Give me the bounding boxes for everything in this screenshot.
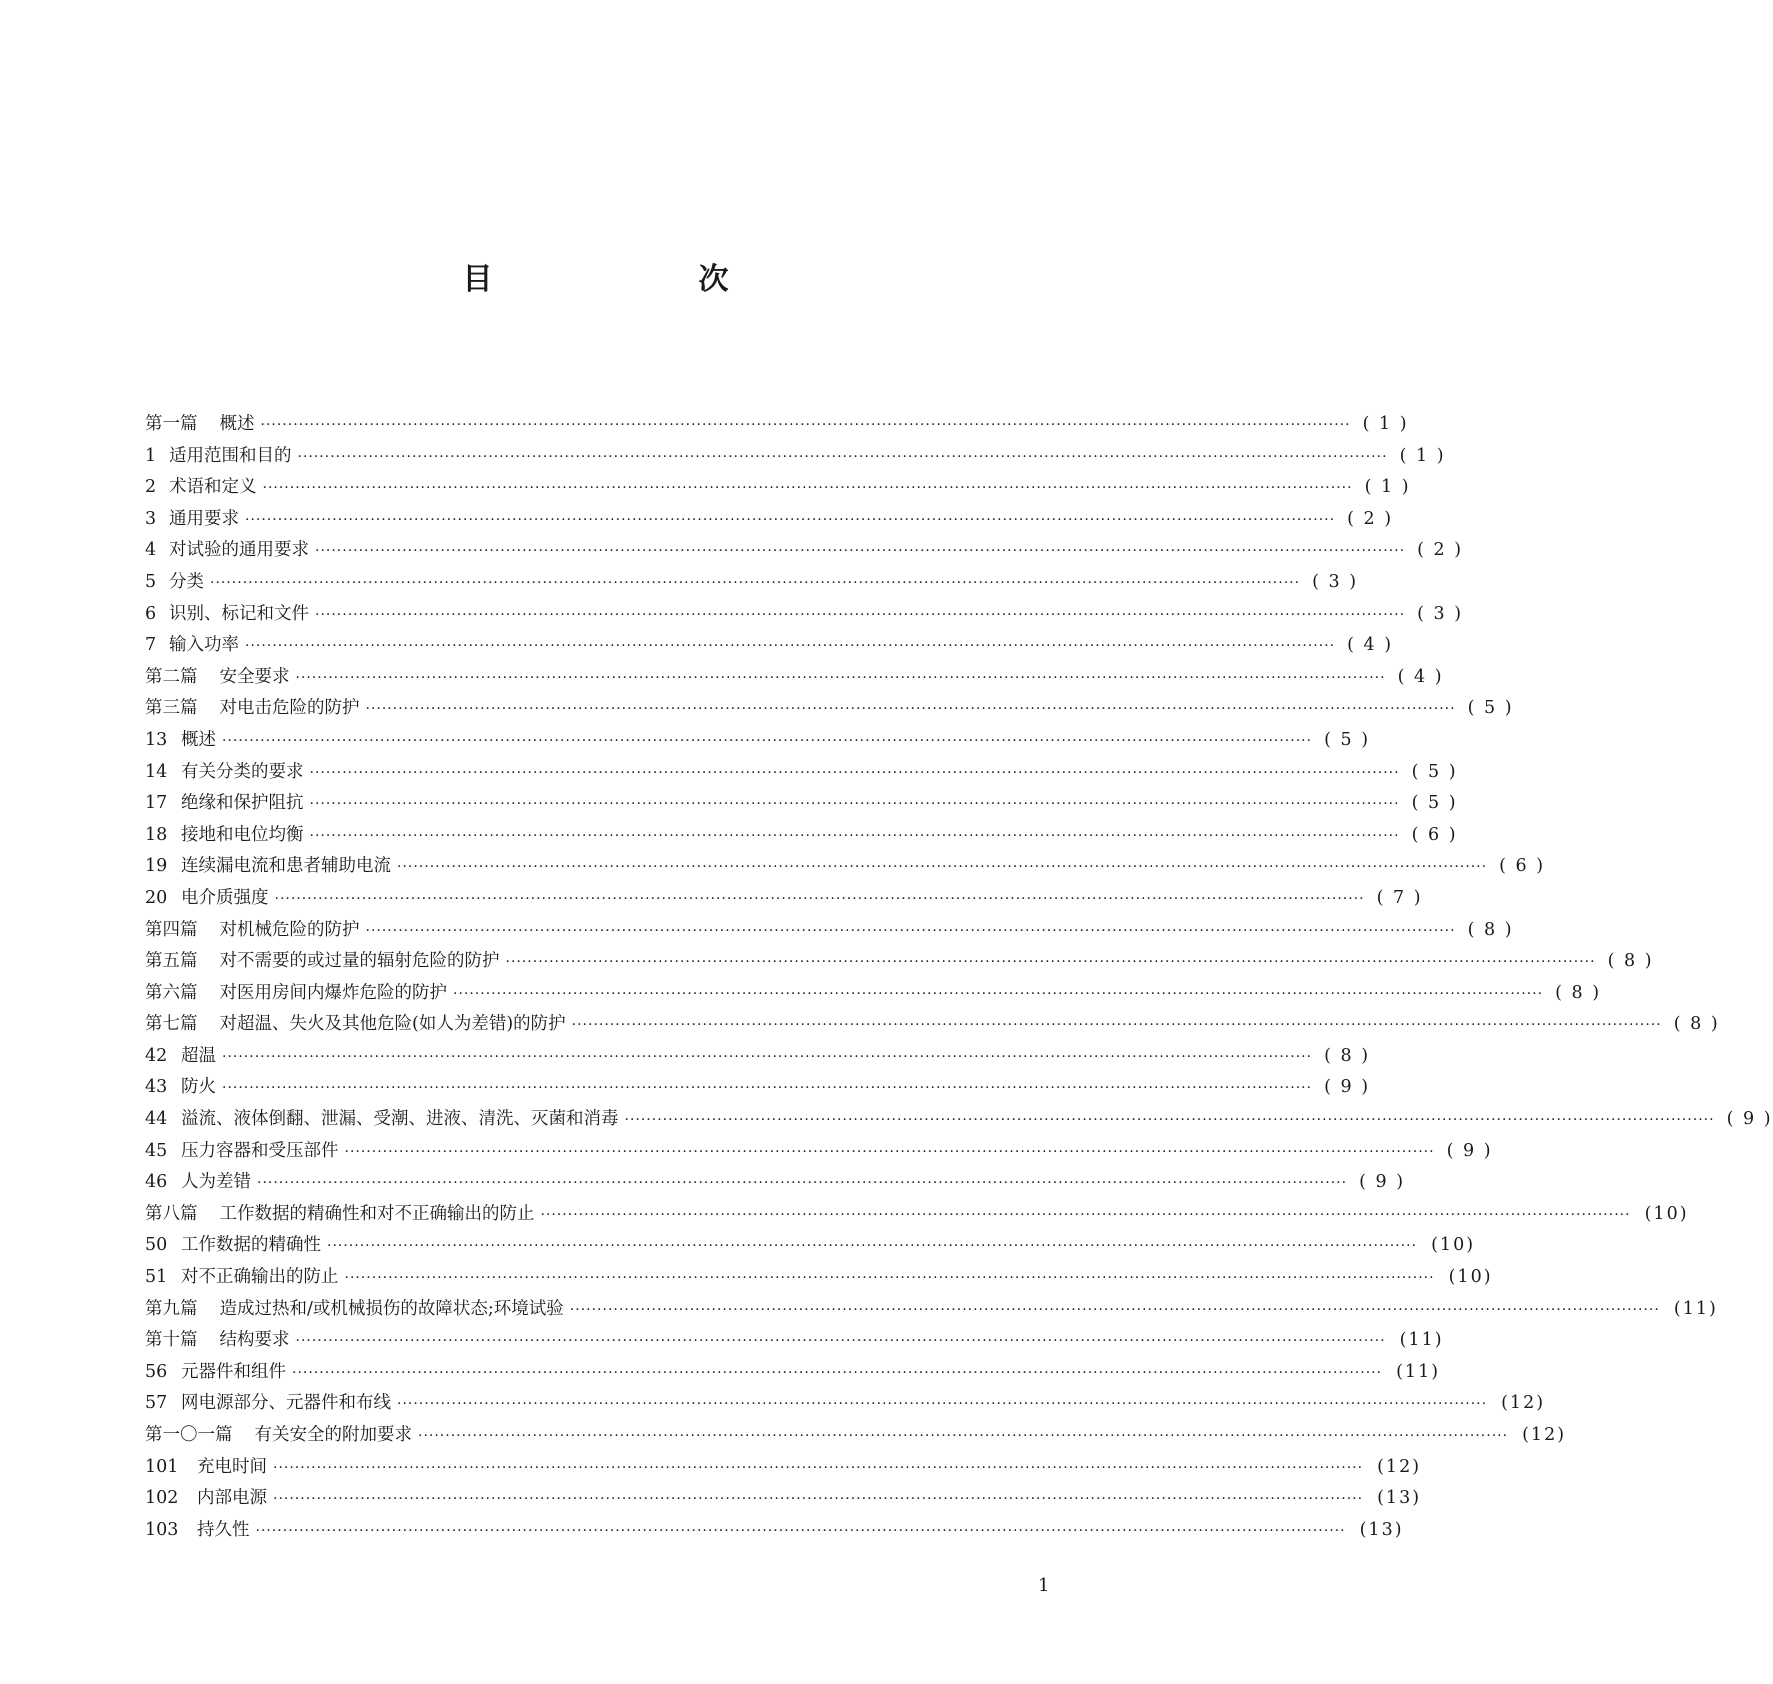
toc-entry	[145, 505, 1394, 537]
toc-entry-page: ( 8 )	[1555, 982, 1602, 1003]
toc-entry-number: 17	[145, 793, 168, 814]
dot-leader: ········································································································································································································	[344, 1270, 1435, 1287]
toc-entry	[145, 916, 1514, 948]
toc-entry	[145, 821, 1458, 853]
toc-entry-page: ( 6 )	[1499, 856, 1546, 877]
toc-entry-page: ( 1 )	[1362, 414, 1409, 434]
toc-entry-title: 有关安全的附加要求	[254, 1425, 412, 1445]
toc-entry-page: (13)	[1377, 1488, 1422, 1509]
toc-entry-title: 安全要求	[219, 666, 290, 687]
toc-entry-title: 分类	[169, 571, 204, 592]
toc-entry-page: (12)	[1522, 1425, 1567, 1445]
toc-entry-title: 造成过热和/或机械损伤的故障状态;环境试验	[219, 1298, 564, 1319]
toc-entry-title: 绝缘和保护阻抗	[181, 793, 304, 814]
toc-entry	[145, 1516, 1404, 1548]
dot-leader: ········································································································································································································	[273, 1491, 1364, 1508]
dot-leader: ········································································································································································································	[418, 1428, 1509, 1444]
toc-entry-page: (11)	[1396, 1361, 1441, 1382]
toc-entry-title: 对不需要的或过量的辐射危险的防护	[219, 951, 500, 972]
toc-entry	[145, 1010, 1720, 1042]
toc-entry-title: 术语和定义	[169, 477, 257, 498]
toc-entry	[145, 1295, 1718, 1327]
toc-entry	[145, 947, 1654, 979]
toc-entry-number: 57	[145, 1393, 168, 1414]
toc-entry	[145, 1453, 1422, 1485]
toc-entry	[145, 1389, 1546, 1421]
toc-entry-title: 连续漏电流和患者辅助电流	[181, 856, 391, 877]
dot-leader: ········································································································································································································	[365, 922, 1456, 939]
dot-leader: ········································································································································································································	[315, 543, 1406, 560]
toc-entry-page: (10)	[1431, 1235, 1476, 1256]
toc-entry-number: 第二篇	[145, 666, 198, 687]
toc-entry	[145, 536, 1464, 568]
toc-entry-number: 第九篇	[145, 1298, 198, 1319]
toc-entry	[145, 1263, 1493, 1295]
toc-entry-number: 3	[145, 508, 157, 529]
toc-entry-title: 电介质强度	[181, 887, 269, 908]
toc-entry-title: 适用范围和目的	[169, 445, 292, 466]
toc-entry-page: (12)	[1501, 1393, 1546, 1414]
toc-entry-page: ( 3 )	[1417, 603, 1464, 624]
toc-entry-title: 元器件和组件	[181, 1361, 286, 1382]
toc-entry-number: 56	[145, 1361, 168, 1382]
toc-entry-number: 第五篇	[145, 951, 198, 972]
dot-leader: ········································································································································································································	[327, 1238, 1418, 1255]
dot-leader: ········································································································································································································	[505, 954, 1596, 971]
toc-entry-title: 超温	[181, 1045, 216, 1066]
toc-entry	[145, 568, 1359, 600]
toc-entry-page: (12)	[1377, 1456, 1422, 1477]
toc-entry-number: 4	[145, 540, 157, 561]
toc-entry-number: 1	[145, 445, 157, 466]
page-number: 1	[1038, 1575, 1050, 1596]
toc-entry	[145, 631, 1394, 663]
toc-entry-number: 18	[145, 824, 168, 845]
dot-leader: ········································································································································································································	[365, 701, 1456, 718]
toc-entry-page: ( 1 )	[1399, 445, 1446, 466]
dot-leader: ········································································································································································································	[292, 1364, 1383, 1381]
toc-entry-title: 接地和电位均衡	[181, 824, 304, 845]
toc-entry-page: ( 8 )	[1467, 919, 1514, 940]
toc-entry	[145, 1358, 1441, 1390]
toc-entry-page: ( 9 )	[1359, 1172, 1406, 1193]
dot-leader: ········································································································································································································	[624, 1112, 1715, 1129]
dot-leader: ········································································································································································································	[309, 827, 1400, 844]
toc-entry-page: (13)	[1359, 1519, 1404, 1540]
toc-entry-page: ( 5 )	[1467, 698, 1514, 719]
toc-entry-number: 第七篇	[145, 1014, 198, 1035]
toc-entry-page: ( 9 )	[1324, 1077, 1371, 1098]
toc-entry-title: 通用要求	[169, 508, 239, 529]
toc-entry-page: ( 1 )	[1364, 477, 1411, 498]
toc-entry-page: ( 7 )	[1376, 887, 1423, 908]
toc-entry-number: 6	[145, 603, 157, 624]
toc-entry-page: ( 5 )	[1411, 793, 1458, 814]
toc-entry-title: 网电源部分、元器件和布线	[181, 1393, 391, 1414]
dot-leader: ········································································································································································································	[295, 669, 1386, 686]
dot-leader: ········································································································································································································	[309, 796, 1400, 813]
toc-entry-number: 第四篇	[145, 919, 198, 940]
dot-leader: ········································································································································································································	[222, 1080, 1313, 1097]
toc-entry-page: ( 9 )	[1726, 1109, 1773, 1130]
toc-entry-number: 46	[145, 1172, 168, 1193]
toc-entry	[145, 1073, 1371, 1105]
table-of-contents	[145, 410, 1773, 1547]
toc-entry-page: ( 2 )	[1417, 540, 1464, 561]
toc-entry	[145, 600, 1464, 632]
toc-entry-page: ( 8 )	[1607, 951, 1654, 972]
toc-entry	[145, 1200, 1689, 1232]
dot-leader: ········································································································································································································	[309, 764, 1400, 781]
toc-entry	[145, 663, 1444, 695]
dot-leader: ········································································································································································································	[453, 985, 1544, 1002]
toc-entry	[145, 979, 1602, 1011]
toc-entry-page: ( 8 )	[1324, 1045, 1371, 1066]
dot-leader: ········································································································································································································	[397, 1396, 1488, 1413]
dot-leader: ········································································································································································································	[245, 511, 1336, 528]
dot-leader: ········································································································································································································	[397, 859, 1488, 876]
toc-entry-number: 第八篇	[145, 1203, 198, 1224]
toc-entry-number: 第三篇	[145, 698, 198, 719]
toc-entry-title: 输入功率	[169, 635, 239, 656]
toc-entry	[145, 789, 1458, 821]
toc-entry-title: 概述	[219, 414, 255, 434]
dot-leader: ········································································································································································································	[262, 480, 1353, 497]
toc-entry-number: 45	[145, 1140, 168, 1161]
toc-entry	[145, 1137, 1493, 1169]
toc-entry	[145, 1326, 1444, 1358]
toc-entry-number: 第一篇	[145, 414, 198, 434]
dot-leader: ········································································································································································································	[571, 1017, 1662, 1034]
toc-entry-title: 有关分类的要求	[181, 761, 304, 782]
toc-entry-page: ( 4 )	[1347, 635, 1394, 656]
toc-entry-page: ( 3 )	[1312, 571, 1359, 592]
toc-entry-page: ( 5 )	[1411, 761, 1458, 782]
dot-leader: ········································································································································································································	[569, 1301, 1660, 1318]
dot-leader: ········································································································································································································	[297, 448, 1388, 465]
toc-entry	[145, 1421, 1567, 1453]
toc-entry-title: 对试验的通用要求	[169, 540, 309, 561]
toc-entry-number: 2	[145, 477, 157, 498]
toc-entry-number: 19	[145, 856, 168, 877]
dot-leader: ········································································································································································································	[295, 1333, 1386, 1350]
dot-leader: ········································································································································································································	[273, 1459, 1364, 1476]
dot-leader: ········································································································································································································	[210, 574, 1301, 591]
toc-entry-number: 103	[145, 1519, 179, 1540]
toc-entry	[145, 726, 1371, 758]
toc-entry-title: 对医用房间内爆炸危险的防护	[219, 982, 447, 1003]
toc-entry-page: ( 6 )	[1411, 824, 1458, 845]
dot-leader: ········································································································································································································	[344, 1143, 1435, 1160]
toc-entry-title: 防火	[181, 1077, 216, 1098]
dot-leader: ········································································································································································································	[274, 890, 1365, 907]
toc-entry-page: ( 2 )	[1347, 508, 1394, 529]
toc-entry	[145, 1168, 1406, 1200]
dot-leader: ········································································································································································································	[222, 1048, 1313, 1065]
toc-entry-page: ( 9 )	[1446, 1140, 1493, 1161]
toc-entry-title: 识别、标记和文件	[169, 603, 309, 624]
dot-leader: ········································································································································································································	[257, 1175, 1348, 1192]
toc-entry-number: 43	[145, 1077, 168, 1098]
toc-entry-number: 20	[145, 887, 168, 908]
toc-entry-page: (11)	[1673, 1298, 1718, 1319]
toc-entry-number: 102	[145, 1488, 179, 1509]
toc-entry-number: 44	[145, 1109, 168, 1130]
toc-entry-page: ( 8 )	[1673, 1014, 1720, 1035]
toc-entry-number: 5	[145, 571, 157, 592]
toc-entry	[145, 694, 1514, 726]
toc-entry	[145, 473, 1411, 505]
toc-entry	[145, 1042, 1371, 1074]
toc-entry	[145, 884, 1423, 916]
dot-leader: ········································································································································································································	[222, 732, 1313, 749]
toc-entry-title: 结构要求	[219, 1330, 290, 1351]
toc-entry-title: 人为差错	[181, 1172, 251, 1193]
toc-entry-title: 工作数据的精确性和对不正确输出的防止	[219, 1203, 535, 1224]
dot-leader: ········································································································································································································	[255, 1522, 1346, 1539]
dot-leader: ········································································································································································································	[540, 1206, 1631, 1223]
dot-leader: ········································································································································································································	[315, 606, 1406, 623]
toc-entry-number: 第一〇一篇	[145, 1425, 233, 1445]
toc-entry	[145, 442, 1446, 474]
toc-entry-title: 内部电源	[197, 1488, 267, 1509]
toc-entry-title: 概述	[181, 729, 216, 750]
toc-entry	[145, 410, 1409, 442]
toc-entry-title: 对超温、失火及其他危险(如人为差错)的防护	[219, 1014, 566, 1035]
toc-entry-number: 101	[145, 1456, 179, 1477]
toc-entry-number: 50	[145, 1235, 168, 1256]
toc-entry	[145, 852, 1546, 884]
toc-entry-title: 压力容器和受压部件	[181, 1140, 339, 1161]
toc-entry	[145, 1231, 1476, 1263]
toc-entry	[145, 1484, 1422, 1516]
toc-entry-page: (11)	[1399, 1330, 1444, 1351]
toc-entry-title: 工作数据的精确性	[181, 1235, 321, 1256]
page-title: 目 次	[462, 262, 817, 297]
toc-entry-title: 持久性	[197, 1519, 250, 1540]
toc-entry	[145, 758, 1458, 790]
toc-entry-number: 42	[145, 1045, 168, 1066]
toc-entry-number: 14	[145, 761, 168, 782]
toc-entry-page: ( 5 )	[1324, 729, 1371, 750]
toc-entry-title: 对不正确输出的防止	[181, 1267, 339, 1288]
toc-entry-number: 第十篇	[145, 1330, 198, 1351]
dot-leader: ········································································································································································································	[245, 638, 1336, 655]
toc-entry	[145, 1105, 1773, 1137]
toc-entry-number: 51	[145, 1267, 168, 1288]
toc-entry-number: 第六篇	[145, 982, 198, 1003]
toc-entry-title: 对电击危险的防护	[219, 698, 360, 719]
toc-entry-number: 13	[145, 729, 168, 750]
toc-entry-number: 7	[145, 635, 157, 656]
toc-entry-page: ( 4 )	[1397, 666, 1444, 687]
toc-entry-title: 充电时间	[197, 1456, 267, 1477]
toc-entry-title: 对机械危险的防护	[219, 919, 360, 940]
toc-entry-title: 溢流、液体倒翻、泄漏、受潮、进液、清洗、灭菌和消毒	[181, 1109, 619, 1130]
dot-leader: ········································································································································································································	[260, 417, 1351, 433]
toc-entry-page: (10)	[1644, 1203, 1689, 1224]
toc-entry-page: (10)	[1448, 1267, 1493, 1288]
